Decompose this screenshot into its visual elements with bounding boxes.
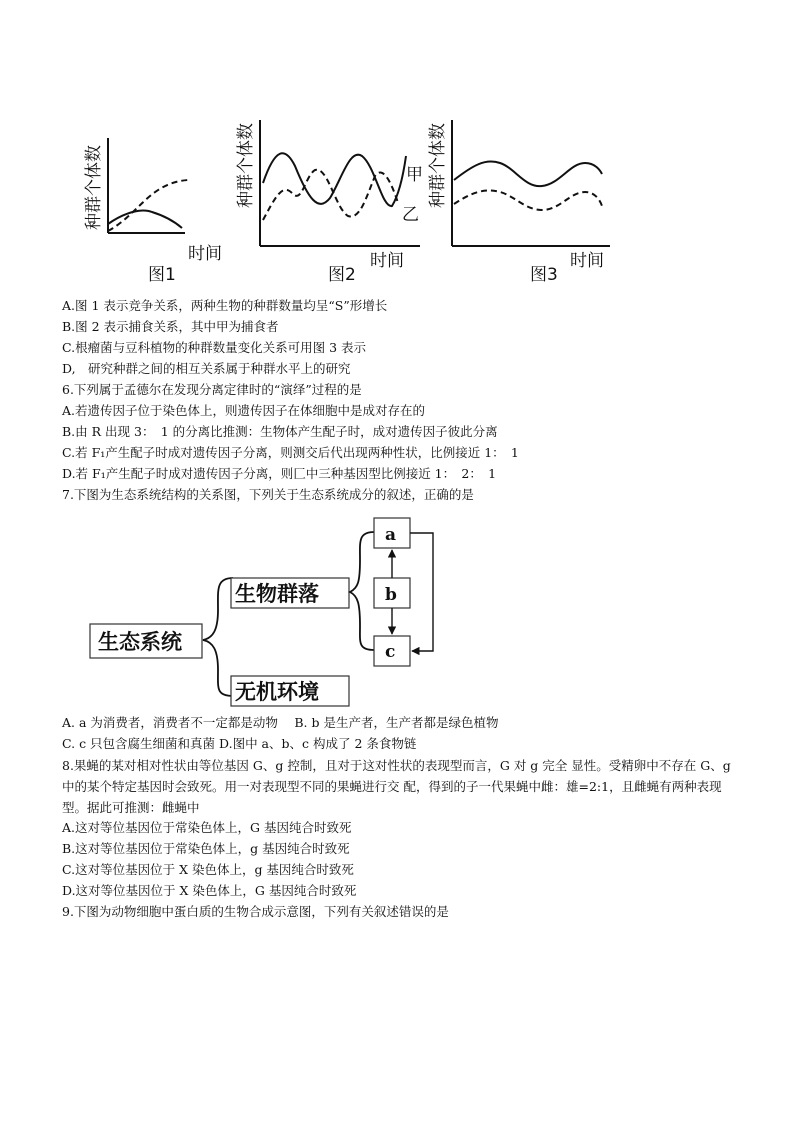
q8-stem: 8.果蝇的某对相对性状由等位基因 G、g 控制，且对于这对性状的表现型而言，G 对 g 完全 显性。受精卵中不存在 G、g 中的某个特定基因时会致死。用一对表现型不同的果蝇进行交 配，得到的子一代果蝇中雌：雄=2:1，且雌蝇有两种表现型。据此可推测：雌蝇中 <box>62 758 731 815</box>
q6-option-c: C.若 F₁产生配子时成对遗传因子分离，则测交后代出现两种性状，比例接近 1： 1 <box>62 445 519 460</box>
figure-3 <box>428 120 610 285</box>
q5-option-b: B.图 2 表示捕食关系，其中甲为捕食者 <box>62 319 279 334</box>
fig3-xlabel: 时间 <box>570 251 604 271</box>
fig1-solid-curve <box>108 211 182 229</box>
q7-options-line1: A. a 为消费者，消费者不一定都是动物 B. b 是生产者，生产者都是绿色植物 <box>62 715 499 730</box>
fig2-label-yi: 乙 <box>402 205 419 225</box>
q8-option-b: B.这对等位基因位于常染色体上，g 基因纯合时致死 <box>62 841 350 856</box>
figure-2 <box>236 120 423 285</box>
q8-option-a: A.这对等位基因位于常染色体上，G 基因纯合时致死 <box>62 820 352 835</box>
figure-1 <box>84 138 222 285</box>
fig1-ylabel: 种群个体数 <box>84 145 104 230</box>
q6-option-b: B.由 R 出现 3： 1 的分离比推测：生物体产生配子时，成对遗传因子彼此分离 <box>62 424 498 439</box>
fig3-solid-curve <box>454 162 602 187</box>
q8-option-c: C.这对等位基因位于 X 染色体上，g 基因纯合时致死 <box>62 862 354 877</box>
q6-option-a: A.若遗传因子位于染色体上，则遗传因子在体细胞中是成对存在的 <box>62 403 426 418</box>
fig2-curve-yi <box>263 170 398 220</box>
community-label: 生物群落 <box>235 581 319 606</box>
arrow-a-to-c <box>410 533 433 651</box>
main-brace <box>203 578 233 696</box>
ecosystem-diagram <box>88 510 448 710</box>
q9-stem: 9.下图为动物细胞中蛋白质的生物合成示意图，下列有关叙述错误的是 <box>62 904 449 919</box>
fig2-label-jia: 甲 <box>406 165 423 185</box>
q6-stem: 6.下列属于孟德尔在发现分离定律时的“演绎”过程的是 <box>62 382 362 397</box>
q6-option-d: D.若 F₁产生配子时成对遗传因子分离，则匚中三种基因型比例接近 1： 2： 1 <box>62 466 497 481</box>
community-brace <box>350 532 374 650</box>
q5-option-c: C.根瘤菌与豆科植物的种群数量变化关系可用图 3 表示 <box>62 340 366 355</box>
ecosystem-label: 生态系统 <box>98 629 182 654</box>
fig2-ylabel: 种群个体数 <box>236 123 256 208</box>
population-graphs <box>80 108 620 288</box>
q8-option-d: D.这对等位基因位于 X 染色体上，G 基因纯合时致死 <box>62 883 357 898</box>
q7-stem: 7.下图为生态系统结构的关系图，下列关于生态系统成分的叙述，正确的是 <box>62 487 474 502</box>
fig2-curve-jia <box>263 153 406 206</box>
fig3-caption: 图3 <box>530 265 558 285</box>
q5-option-d: D, 研究种群之间的相互关系属于种群水平上的研究 <box>62 361 351 376</box>
fig2-caption: 图2 <box>328 265 356 285</box>
q5-option-a: A.图 1 表示竞争关系，两种生物的种群数量均呈“S”形增长 <box>62 298 388 313</box>
node-c-label: c <box>385 642 396 662</box>
fig3-dashed-curve <box>454 191 602 211</box>
fig3-ylabel: 种群个体数 <box>428 123 448 208</box>
q7-options-line2: C. c 只包含腐生细菌和真菌 D.图中 a、b、c 构成了 2 条食物链 <box>62 736 417 751</box>
fig2-xlabel: 时间 <box>370 251 404 271</box>
fig1-xlabel: 时间 <box>188 244 222 264</box>
node-a-label: a <box>385 525 397 545</box>
node-b-label: b <box>385 585 397 605</box>
environment-label: 无机环境 <box>235 679 319 704</box>
fig1-caption: 图1 <box>148 265 176 285</box>
